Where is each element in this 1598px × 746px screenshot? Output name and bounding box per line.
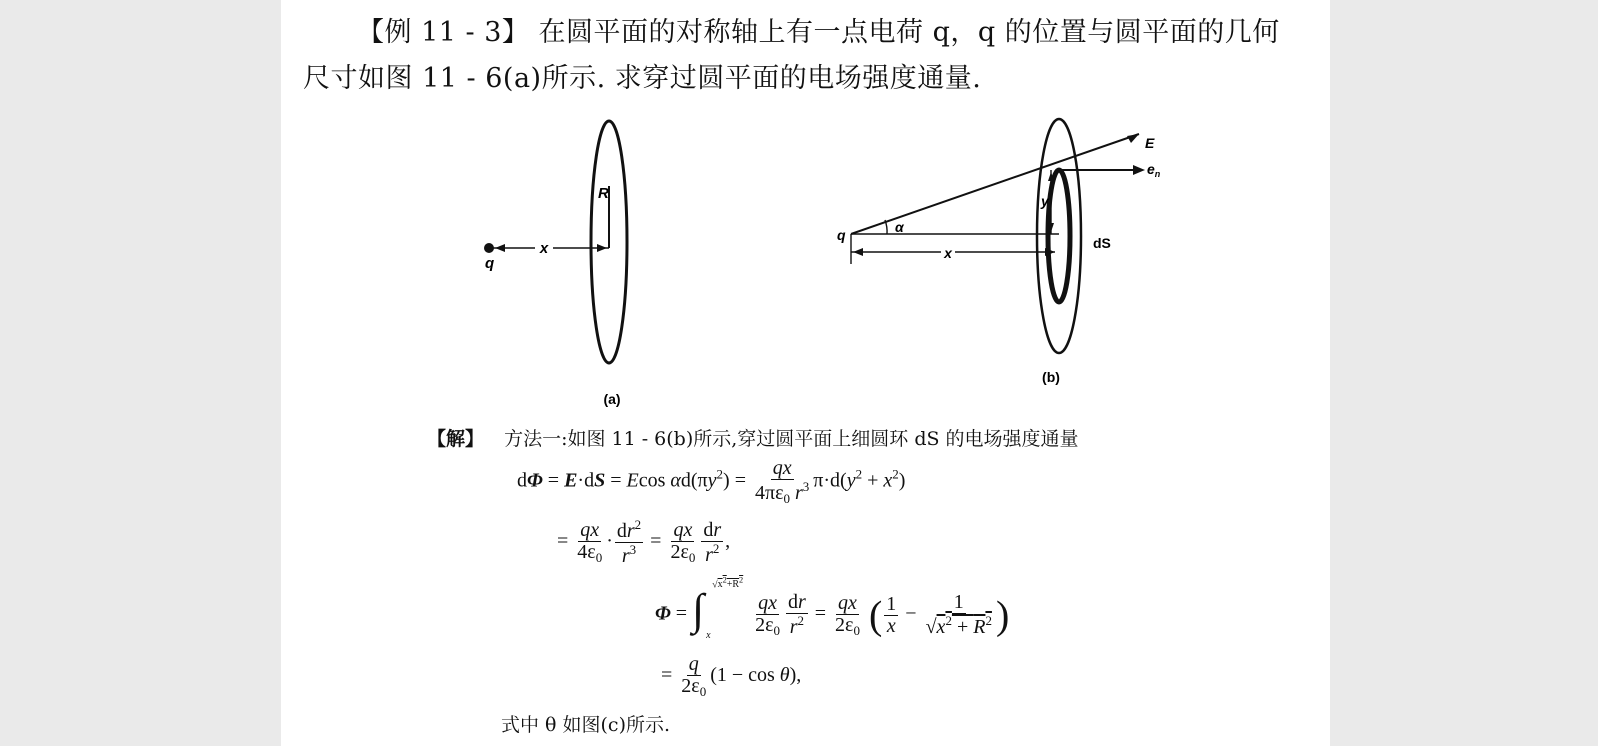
label-q: q xyxy=(837,227,846,243)
label-en: $e_n$ xyxy=(1147,161,1161,179)
normal-arrow-icon xyxy=(1133,165,1145,175)
field-arrow-icon xyxy=(1127,134,1139,143)
equation-3: Φ = ∫ $√x^2+R^2$ x $\frac{qx}{2\varepsilon_0}$ $\frac{dr}{r^2}$ = $\frac{qx}{2\varepsilon_0}$ ( $\frac{1}{x}$ − $\frac{1}{√x^2 + R^2}$ ) xyxy=(655,576,1010,641)
equation-2: = $\frac{qx}{4\varepsilon_0}$ · $\frac{dr^2}{r^3}$ = $\frac{qx}{2\varepsilon_0}$ $\frac{dr}{r^2}$ , xyxy=(557,517,731,567)
caption-b: (b) xyxy=(1042,369,1060,385)
label-alpha: α xyxy=(895,219,904,235)
problem-line-2: 尺寸如图 11 - 6(a)所示. 求穿过圆平面的电场强度通量. xyxy=(303,63,982,94)
arrow-left-icon xyxy=(495,244,505,252)
problem-line-1: 【例 11 - 3】 在圆平面的对称轴上有一点电荷 q，q 的位置与圆平面的几何 xyxy=(357,17,1280,48)
solution-footer: 式中 θ 如图(c)所示. xyxy=(501,714,671,736)
integral-sign: ∫ $√x^2+R^2$ x xyxy=(692,576,744,641)
label-y: y xyxy=(1041,193,1049,209)
label-E: E xyxy=(1145,135,1155,151)
label-x: x xyxy=(944,245,952,261)
document-page xyxy=(281,0,1330,746)
arrow-left-icon xyxy=(853,248,863,256)
label-dS: dS xyxy=(1093,235,1111,251)
equation-1: dΦ = E·dS = Ecos $\alpha d(\pi y^2)$ = $\frac{qx}{4\pi\varepsilon_0 r^3}$ $\pi\cdot d(y^2 + x^2)$ xyxy=(517,457,906,506)
label-x: x xyxy=(539,240,549,257)
label-R: R xyxy=(598,185,609,202)
disk-ellipse xyxy=(1037,119,1081,353)
caption-a: (a) xyxy=(603,391,621,407)
charge-dot xyxy=(484,243,494,253)
figure-b xyxy=(837,118,1181,390)
equation-4: = $\frac{q}{2\varepsilon_0}$ (1 − cos θ), xyxy=(661,653,802,699)
figure-a xyxy=(471,118,661,408)
solution-tag: 【解】 xyxy=(427,428,485,450)
arrow-right-icon xyxy=(597,244,607,252)
solution-intro xyxy=(427,424,1079,451)
solution-method: 方法一:如图 11 - 6(b)所示,穿过圆平面上细圆环 dS 的电场强度通量 xyxy=(504,428,1079,450)
label-q: q xyxy=(485,255,495,272)
